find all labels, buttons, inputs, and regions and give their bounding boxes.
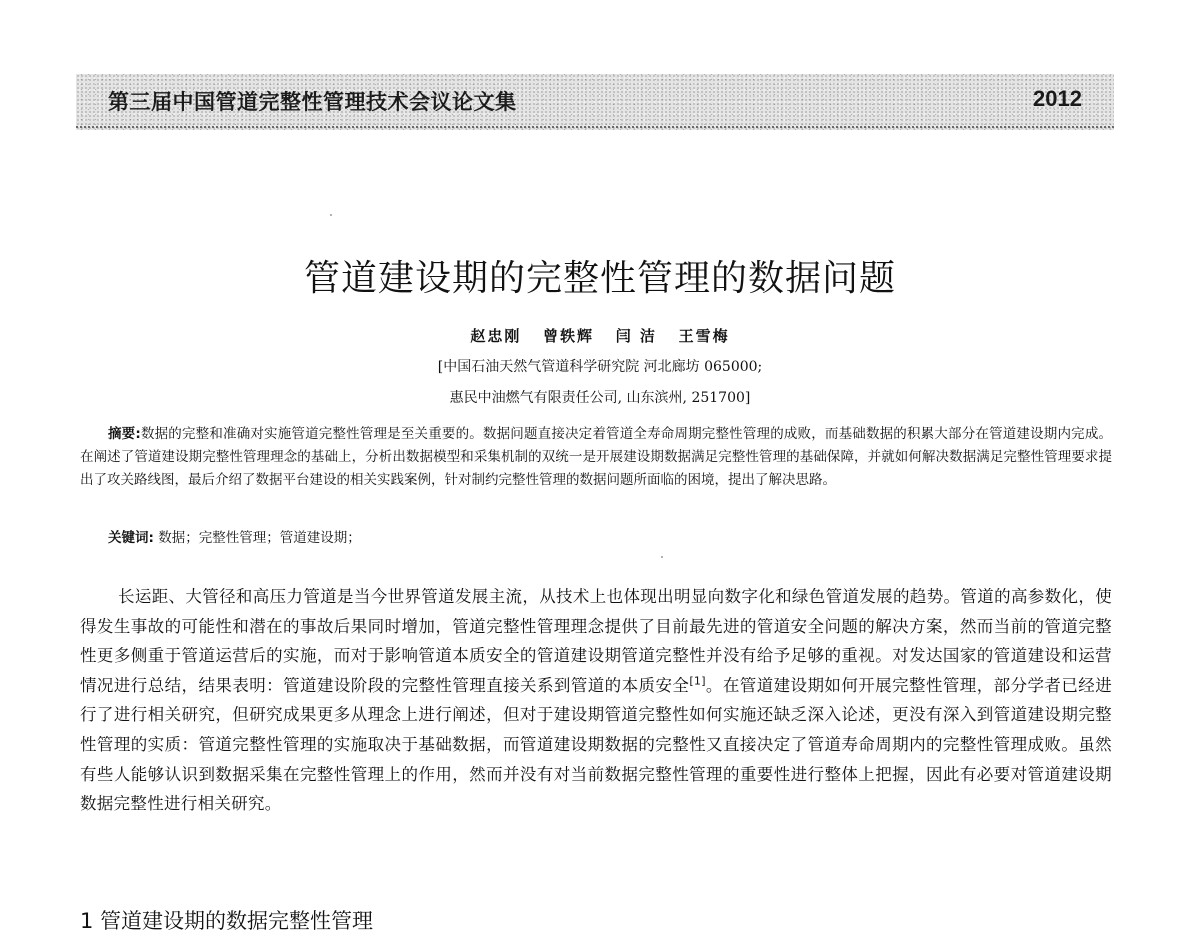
paper-title: 管道建设期的完整性管理的数据问题 <box>303 258 896 299</box>
keywords <box>108 527 361 550</box>
affiliation-line-1: [中国石油天然气管道科学研究院 河北廊坊 065000; <box>437 359 763 375</box>
intro-text-part-2: 。在管道建设期如何开展完整性管理，部分学者已经进行了进行相关研究，但研究成果更多从理念上进行阐述，但对于建设期管道完整性如何实施还缺乏深入论述，更没有深入到管道建设期完整性管理的实质：管道完整性管理的实施取决于基础数据，而管道建设期数据的完整性又直接决定了管道寿命周期内的完整性管理成败。虽然有些人能够认识到数据采集在完整性管理上的作用，然而并没有对当前数据完整性管理的重要性进行整体上把握，因此有必要对管道建设期数据完整性进行相关研究。 <box>80 675 1112 814</box>
intro-paragraph <box>80 582 1112 819</box>
journal-title: 第三届中国管道完整性管理技术会议论文集 <box>108 90 517 114</box>
affiliation-line-2: 惠民中油燃气有限责任公司, 山东滨州, 251700] <box>449 390 751 406</box>
scan-speck <box>661 556 663 558</box>
scan-speck <box>330 214 332 216</box>
abstract-label: 摘要: <box>108 426 141 442</box>
journal-year: 2012 <box>1033 86 1082 111</box>
citation-ref[interactable]: [1] <box>689 674 706 688</box>
running-header-rule <box>76 126 1114 128</box>
author-list: 赵忠刚 曾轶辉 闫 洁 王雪梅 <box>470 327 730 345</box>
abstract-text: 数据的完整和准确对实施管道完整性管理是至关重要的。数据问题直接决定着管道全寿命周期完整性管理的成败，而基础数据的积累大部分在管道建设期内完成。在阐述了管道建设期完整性管理理念的基础上，分析出数据模型和采集机制的双统一是开展建设期数据满足完整性管理的基础保障，并就如何解决数据满足完整性管理要求提出了攻关路线图，最后介绍了数据平台建设的相关实践案例，针对制约完整性管理的数据问题所面临的困境，提出了解决思路。 <box>80 426 1112 488</box>
abstract <box>80 423 1112 492</box>
section-heading-1: 1 管道建设期的数据完整性管理 <box>80 909 374 933</box>
keywords-text: 数据；完整性管理；管道建设期； <box>153 530 361 546</box>
keywords-label: 关键词: <box>108 530 154 546</box>
intro-text-part-1: 长运距、大管径和高压力管道是当今世界管道发展主流，从技术上也体现出明显向数字化和绿色管道发展的趋势。管道的高参数化，使得发生事故的可能性和潜在的事故后果同时增加，管道完整性管理理念提供了目前最先进的管道安全问题的解决方案，然而当前的管道完整性更多侧重于管道运营后的实施，而对于影响管道本质安全的管道建设期管道完整性并没有给予足够的重视。对发达国家的管道建设和运营情况进行总结，结果表明：管道建设阶段的完整性管理直接关系到管道的本质安全 <box>80 587 1112 695</box>
